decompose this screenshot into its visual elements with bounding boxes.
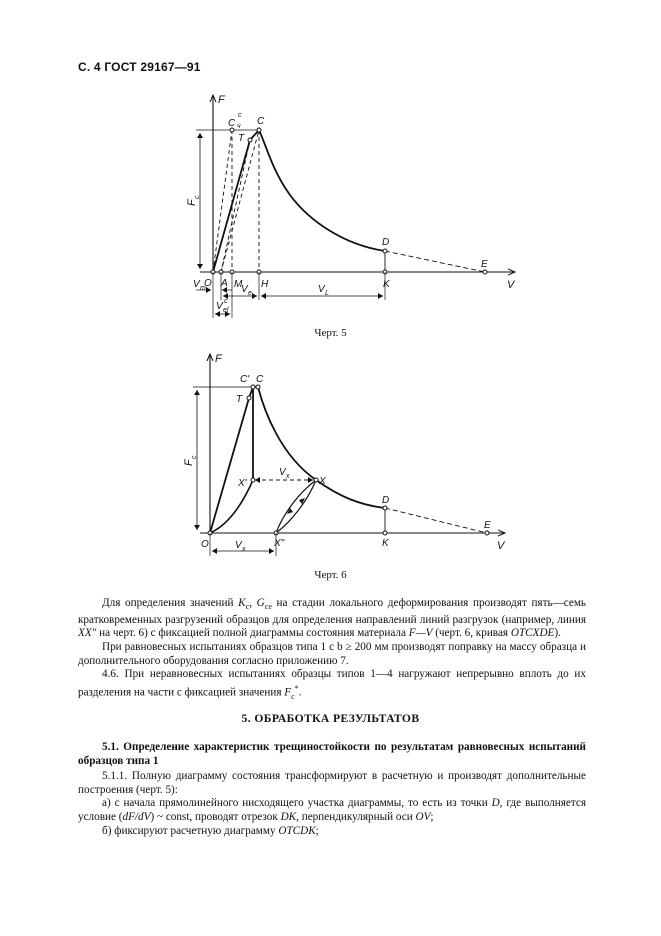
line-t-a (221, 140, 250, 272)
point-e (483, 270, 487, 274)
label-d-6: D (382, 495, 390, 506)
line-de-6 (385, 508, 487, 533)
figure-5-svg (0, 88, 661, 324)
point-e-6 (485, 531, 489, 535)
label-f: F (218, 94, 225, 106)
label-v-6: V (497, 540, 505, 552)
figure-5 (0, 88, 661, 324)
label-vm: V (193, 279, 200, 290)
item-b: б) фиксируют расчетную диаграмму OTCDK; (102, 824, 319, 837)
paragraphs-block-1 (78, 597, 586, 703)
paragraph-loading-unloading: Для определения значений $K_c$, $G_{ce}$ на стадии локального деформирования производят пять—семь кратковременных разгрузений образцов для определения направлений линий разгрузок (например, линия XX″ на черт. 6) с фиксацией полной диаграммы состояния материала F—V (черт. 6, кривая OTCXDE). (78, 597, 587, 640)
paragraph-5-1-1: 5.1.1. Полную диаграмму состояния трансформируют в расчетную и производят дополнительные построения (черт. 5): (78, 770, 586, 796)
point-d-6 (383, 506, 387, 510)
figure-6 (0, 348, 661, 558)
label-k: K (383, 279, 390, 290)
label-vm-sub: m (200, 285, 206, 292)
paragraph-4-6: 4.6. При неравновесных испытаниях образцы типов 1—4 нагружают непрерывно вплоть до их разделения на части с фиксацией значения $F_c^*$. (78, 668, 586, 701)
label-fc-sub: c (194, 195, 201, 199)
label-vel-sub: el (223, 307, 229, 314)
point-t-6 (247, 396, 251, 400)
label-o-6: O (201, 539, 209, 550)
figure-6-caption: Черт. 6 (314, 569, 347, 581)
label-cc: C (228, 118, 236, 129)
label-v: V (507, 279, 515, 291)
label-vx-6: V (279, 467, 286, 478)
label-c: C (257, 116, 265, 127)
figure-5-caption: Черт. 5 (314, 327, 347, 339)
page-header: С. 4 ГОСТ 29167—91 (78, 60, 201, 74)
label-xp-6: X' (238, 478, 247, 489)
label-vx-sub-6: x (286, 473, 290, 480)
point-c (257, 128, 261, 132)
label-a: A (221, 278, 228, 289)
diagram-curve (213, 130, 385, 272)
label-fc-sub-6: c (191, 455, 198, 459)
label-e: E (481, 259, 488, 270)
section-title: 5. ОБРАБОТКА РЕЗУЛЬТАТОВ (241, 712, 420, 725)
point-k-6 (383, 531, 387, 535)
label-vl-sub: L (325, 290, 329, 297)
label-m: M (234, 279, 243, 290)
label-vel-sup: c (224, 298, 228, 305)
label-k-6: K (382, 538, 389, 549)
figure-6-svg (0, 348, 661, 558)
point-d (383, 249, 387, 253)
point-x-6 (314, 478, 318, 482)
line-o-cc (213, 130, 232, 272)
curve-cxd (258, 387, 385, 508)
label-vx-bottom-6: V (235, 540, 242, 551)
label-ve: V (241, 284, 248, 295)
label-xpp-6: X" (274, 538, 285, 549)
label-vx-bottom-sub-6: x (242, 546, 246, 553)
subsection-5-1: 5.1. Определение характеристик трещиностойкости по результатам равновесных испытаний образцов типа 1 (78, 741, 586, 767)
label-fc: F (186, 199, 198, 206)
point-xp-6 (251, 478, 255, 482)
label-cc-sub: ч (237, 123, 241, 130)
label-ve-sub: e (248, 290, 252, 297)
point-c-6 (256, 385, 260, 389)
paragraphs-block-2 (78, 741, 586, 838)
label-o: O (204, 278, 212, 289)
line-a-c (221, 130, 259, 272)
label-c-6: C (256, 374, 264, 385)
label-fc-6: F (183, 459, 195, 466)
label-cc-sup: c (238, 112, 242, 119)
label-d: D (382, 237, 390, 248)
item-a: а) с начала прямолинейного нисходящего участка диаграммы, то есть из точки D, где выполняется условие (dF/dV) ~ const, проводят отрезок DK, перпендикулярный оси OV; (78, 797, 586, 823)
label-e-6: E (484, 520, 491, 531)
label-cp-6: C' (240, 374, 250, 385)
line-de (385, 251, 485, 272)
loop-upper (276, 480, 316, 533)
label-t-6: T (236, 394, 243, 405)
label-vl: V (318, 284, 325, 295)
point-cp-6 (251, 385, 255, 389)
label-vel: V (216, 301, 223, 312)
curve-otc (210, 387, 258, 533)
label-t: T (238, 133, 245, 144)
loop-lower (276, 480, 316, 533)
paragraph-equilibrium-correction: При равновесных испытаниях образцов типа 1 с b ≥ 200 мм производят поправку на массу образца и дополнительного оборудования согласно приложению 7. (78, 641, 586, 667)
label-f-6: F (215, 353, 222, 365)
label-h: H (261, 279, 269, 290)
point-t (248, 138, 252, 142)
label-x-6: X (319, 476, 326, 487)
